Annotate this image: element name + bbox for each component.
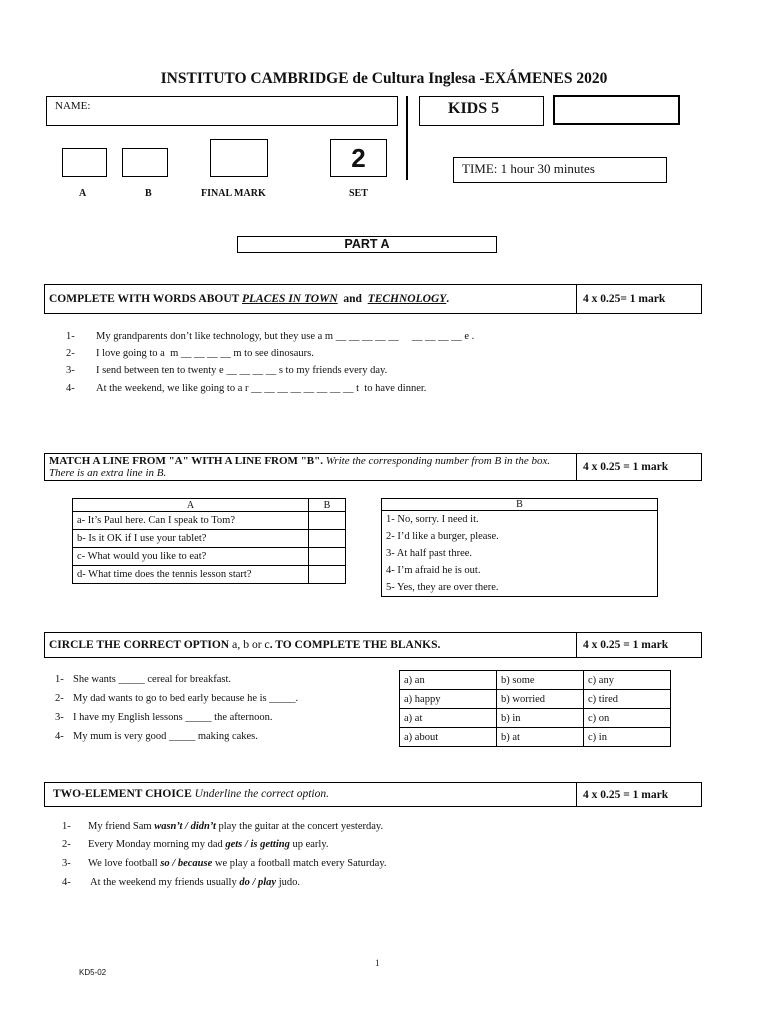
option-a[interactable]: a) at <box>400 709 497 728</box>
label-b: B <box>145 188 152 199</box>
option-c[interactable]: c) any <box>584 671 671 690</box>
section3-instructions: CIRCLE THE CORRECT OPTION a, b or c. TO COMPLETE THE BLANKS. <box>45 633 577 657</box>
section2-marks: 4 x 0.25 = 1 mark <box>583 461 669 473</box>
option-b[interactable]: b) at <box>497 728 584 747</box>
score-b-box[interactable] <box>122 148 168 177</box>
level-extra-box[interactable] <box>553 95 680 125</box>
answer-box[interactable] <box>309 548 346 566</box>
list-item: 1- My grandparents don’t like technology, but they use a m __ __ __ __ __ __ __ __ __ e . <box>66 331 475 342</box>
section1-marks: 4 x 0.25= 1 mark <box>583 293 666 305</box>
choice-words[interactable]: gets / is getting <box>225 839 290 850</box>
document-code: KD5-02 <box>79 968 107 977</box>
time-box: TIME: 1 hour 30 minutes <box>453 157 667 183</box>
vertical-divider <box>406 96 408 180</box>
section4-header <box>44 782 702 807</box>
list-item: 1- She wants _____ cereal for breakfast. <box>55 674 232 685</box>
option-c[interactable]: c) tired <box>584 690 671 709</box>
option-b[interactable]: b) in <box>497 709 584 728</box>
list-item: 3- We love football so / because we play a football match every Saturday. <box>62 858 387 869</box>
section4-marks: 4 x 0.25 = 1 mark <box>583 788 669 801</box>
list-item: 4- At the weekend, we like going to a r __ __ __ __ __ __ __ __ t to have dinner. <box>66 383 427 394</box>
list-item: 2- Every Monday morning my dad gets / is getting up early. <box>62 839 329 850</box>
option-a[interactable]: a) an <box>400 671 497 690</box>
choice-words[interactable]: do / play <box>239 877 277 888</box>
table-row: 1- No, sorry. I need it. <box>382 511 658 529</box>
list-item: 4- At the weekend my friends usually do / play judo. <box>62 877 301 888</box>
page-number: 1 <box>375 958 380 968</box>
set-box: 2 <box>330 139 387 177</box>
col-b-header: B <box>309 499 346 512</box>
match-table-b <box>381 498 658 597</box>
list-item: 2- I love going to a m __ __ __ __ m to see dinosaurs. <box>66 348 314 359</box>
option-c[interactable]: c) in <box>584 728 671 747</box>
list-item: 4- My mum is very good _____ making cakes. <box>55 731 258 742</box>
table-row: 5- Yes, they are over there. <box>382 579 658 597</box>
answer-box[interactable] <box>309 530 346 548</box>
section4-instructions: TWO-ELEMENT CHOICE Underline the correct option. <box>45 783 577 806</box>
label-final-mark: FINAL MARK <box>201 188 266 199</box>
options-table <box>399 670 671 747</box>
score-a-box[interactable] <box>62 148 107 177</box>
choice-words[interactable]: so / because <box>160 858 213 869</box>
option-b[interactable]: b) some <box>497 671 584 690</box>
option-a[interactable]: a) happy <box>400 690 497 709</box>
table-row: a- It’s Paul here. Can I speak to Tom? <box>73 512 346 530</box>
table-row: 3- At half past three. <box>382 545 658 562</box>
table-row <box>400 728 671 747</box>
label-a: A <box>79 188 87 199</box>
table-row: d- What time does the tennis lesson start? <box>73 566 346 584</box>
name-field[interactable] <box>46 96 398 126</box>
label-set: SET <box>349 188 368 199</box>
section1-instructions: COMPLETE WITH WORDS ABOUT PLACES IN TOWN and TECHNOLOGY. <box>45 285 577 313</box>
section2-header <box>44 453 702 481</box>
list-item: 2- My dad wants to go to bed early because he is _____. <box>55 693 299 704</box>
list-item: 3- I send between ten to twenty e __ __ __ __ s to my friends every day. <box>66 365 388 376</box>
table-row <box>400 671 671 690</box>
list-item: 3- I have my English lessons _____ the afternoon. <box>55 712 273 723</box>
part-label: PART A <box>237 236 497 253</box>
col-a-header: A <box>73 499 309 512</box>
table-row: 2- I’d like a burger, please. <box>382 528 658 545</box>
option-a[interactable]: a) about <box>400 728 497 747</box>
table-row: 4- I’m afraid he is out. <box>382 562 658 579</box>
final-mark-box[interactable] <box>210 139 268 177</box>
col-b-header: B <box>382 499 658 511</box>
table-row: b- Is it OK if I use your tablet? <box>73 530 346 548</box>
section3-header <box>44 632 702 658</box>
table-row <box>400 709 671 728</box>
name-label: NAME: <box>55 100 91 112</box>
match-table-a <box>72 498 346 584</box>
option-c[interactable]: c) on <box>584 709 671 728</box>
answer-box[interactable] <box>309 566 346 584</box>
section3-marks: 4 x 0.25 = 1 mark <box>583 639 669 651</box>
exam-title: INSTITUTO CAMBRIDGE de Cultura Inglesa -EXÁMENES 2020 <box>160 70 608 87</box>
table-row: c- What would you like to eat? <box>73 548 346 566</box>
answer-box[interactable] <box>309 512 346 530</box>
section1-header <box>44 284 702 314</box>
choice-words[interactable]: wasn’t / didn’t <box>154 821 216 832</box>
option-b[interactable]: b) worried <box>497 690 584 709</box>
section2-instructions: MATCH A LINE FROM "A" WITH A LINE FROM "B". Write the corresponding number from B in the box. There is an extra line in B. <box>45 454 577 480</box>
list-item: 1- My friend Sam wasn’t / didn’t play the guitar at the concert yesterday. <box>62 821 384 832</box>
level-box: KIDS 5 <box>419 96 544 126</box>
table-row <box>400 690 671 709</box>
